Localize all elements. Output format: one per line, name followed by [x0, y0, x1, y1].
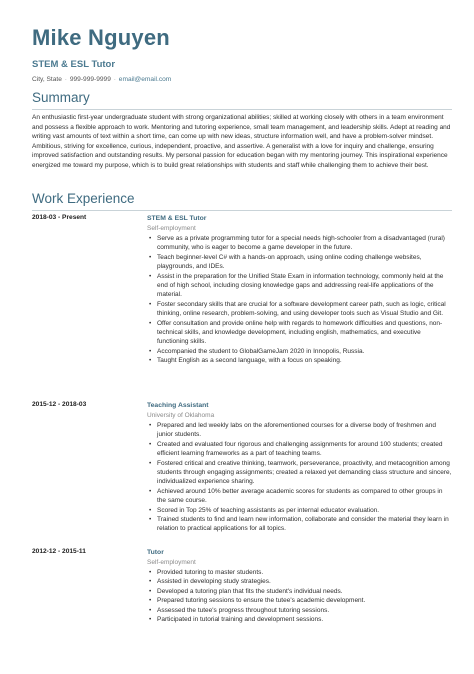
job-bullet: • Prepared and led weekly labs on the aforementioned courses for a diverse body of freshmen and junior students.: [157, 421, 452, 440]
job-body: [147, 548, 452, 624]
job-bullet: • Teach beginner-level C# with a hands-on approach, using online coding challenge websites, playgrounds, and IDEs.: [157, 253, 452, 272]
contact-email[interactable]: email@email.com: [118, 76, 172, 83]
job-body: [147, 401, 452, 534]
job-bullet: • Assessed the tutee's progress throughout tutoring sessions.: [157, 606, 452, 615]
summary-text: An enthusiastic first-year undergraduate student with strong organizational abilities; skilled at working closely with others in a team environment and possess a flexible approach to work. Mentoring and tutoring experience, small team management, and leadership skills. Adept at reading and writing vast amounts of text within a short time, can come up with new ideas, structure information well, and have a problem-solver mindset. Ambitious, striving for excellence, curious, independent, proactive, and assertive. A generalist with a love for inquiry and challenge, ensuring improved satisfaction and outstanding results. My personal passion for education began with my mentoring journey. This inspirational experience energized me toward my purpose, which is to build great relationships with students and staff while challenging them to achieve their best.: [32, 114, 451, 169]
contact-location: City, State: [32, 76, 62, 83]
job-bullet: • Accompanied the student to GlobalGameJam 2020 in Innopolis, Russia.: [157, 347, 452, 356]
job-bullet: • Prepared tutoring sessions to ensure the tutee's academic development.: [157, 596, 452, 605]
job-bullet: • Participated in tutorial training and development sessions.: [157, 615, 452, 624]
job-bullet: • Developed a tutoring plan that fits the student's individual needs.: [157, 587, 452, 596]
job-organization: University of Oklahoma: [147, 412, 215, 419]
job-bullets: [147, 568, 452, 624]
job-bullets: [147, 421, 452, 534]
work-experience-heading: Work Experience: [32, 191, 452, 211]
job-dates: 2015-12 - 2018-03: [32, 401, 87, 408]
job-bullet: • Achieved around 10% better average academic scores for students as compared to other groups in the same course.: [157, 487, 452, 506]
contact-separator: ·: [113, 76, 116, 83]
job-role: Teaching Assistant: [147, 402, 209, 409]
contact-phone: 999-999-9999: [69, 76, 111, 83]
job-bullet: • Taught English as a second language, with a focus on speaking.: [157, 356, 452, 365]
job-bullet: • Provided tutoring to master students.: [157, 568, 452, 577]
job-bullet: • Trained students to find and learn new information, collaborate and consider the material they learn in relation to practical applications for all topics.: [157, 515, 452, 534]
job-organization: Self-employment: [147, 225, 196, 232]
job-dates: 2012-12 - 2015-11: [32, 548, 86, 555]
job-bullet: • Assist in the preparation for the Unified State Exam in information technology, commonly held at the end of high school, including closing knowledge gaps and addressing real-life applications of the material.: [157, 272, 452, 300]
job-role: Tutor: [147, 549, 164, 556]
job-dates: 2018-03 - Present: [32, 214, 87, 221]
job-bullet: • Offer consultation and provide online help with regards to homework difficulties and questions, non-technical skills, and knowledge development, including english, mathematics, and executive functioning skills.: [157, 319, 452, 347]
job-bullet: • Fostered critical and creative thinking, teamwork, perseverance, proactivity, and metacognition among students through engaging assignments; created a relaxed yet demanding class structure and sincere, individualized experience sharing.: [157, 459, 452, 487]
job-role: STEM & ESL Tutor: [147, 215, 207, 222]
job-bullets: [147, 234, 452, 366]
candidate-name: Mike Nguyen: [32, 25, 170, 50]
job-bullet: • Scored in Top 25% of teaching assistants as per internal educator evaluation.: [157, 506, 452, 515]
contact-line: [32, 76, 454, 83]
summary-heading: Summary: [32, 90, 452, 110]
job-bullet: • Assisted in developing study strategies.: [157, 577, 452, 586]
job-bullet: • Serve as a private programming tutor for a special needs high-schooler from a disadvantaged (rural) community, who is eager to become a game developer in the future.: [157, 234, 452, 253]
contact-separator: ·: [64, 76, 67, 83]
job-bullet: • Foster secondary skills that are crucial for a software development career path, such as logic, critical thinking, online research, problem-solving, and using developer tools such as Visual Studio and Git.: [157, 300, 452, 319]
job-organization: Self-employment: [147, 559, 196, 566]
job-bullet: • Created and evaluated four rigorous and challenging assignments for around 100 students; created efficient learning frameworks as a part of teaching teams.: [157, 440, 452, 459]
job-body: [147, 214, 452, 366]
candidate-title: STEM & ESL Tutor: [32, 59, 116, 70]
resume-header: [32, 24, 454, 83]
